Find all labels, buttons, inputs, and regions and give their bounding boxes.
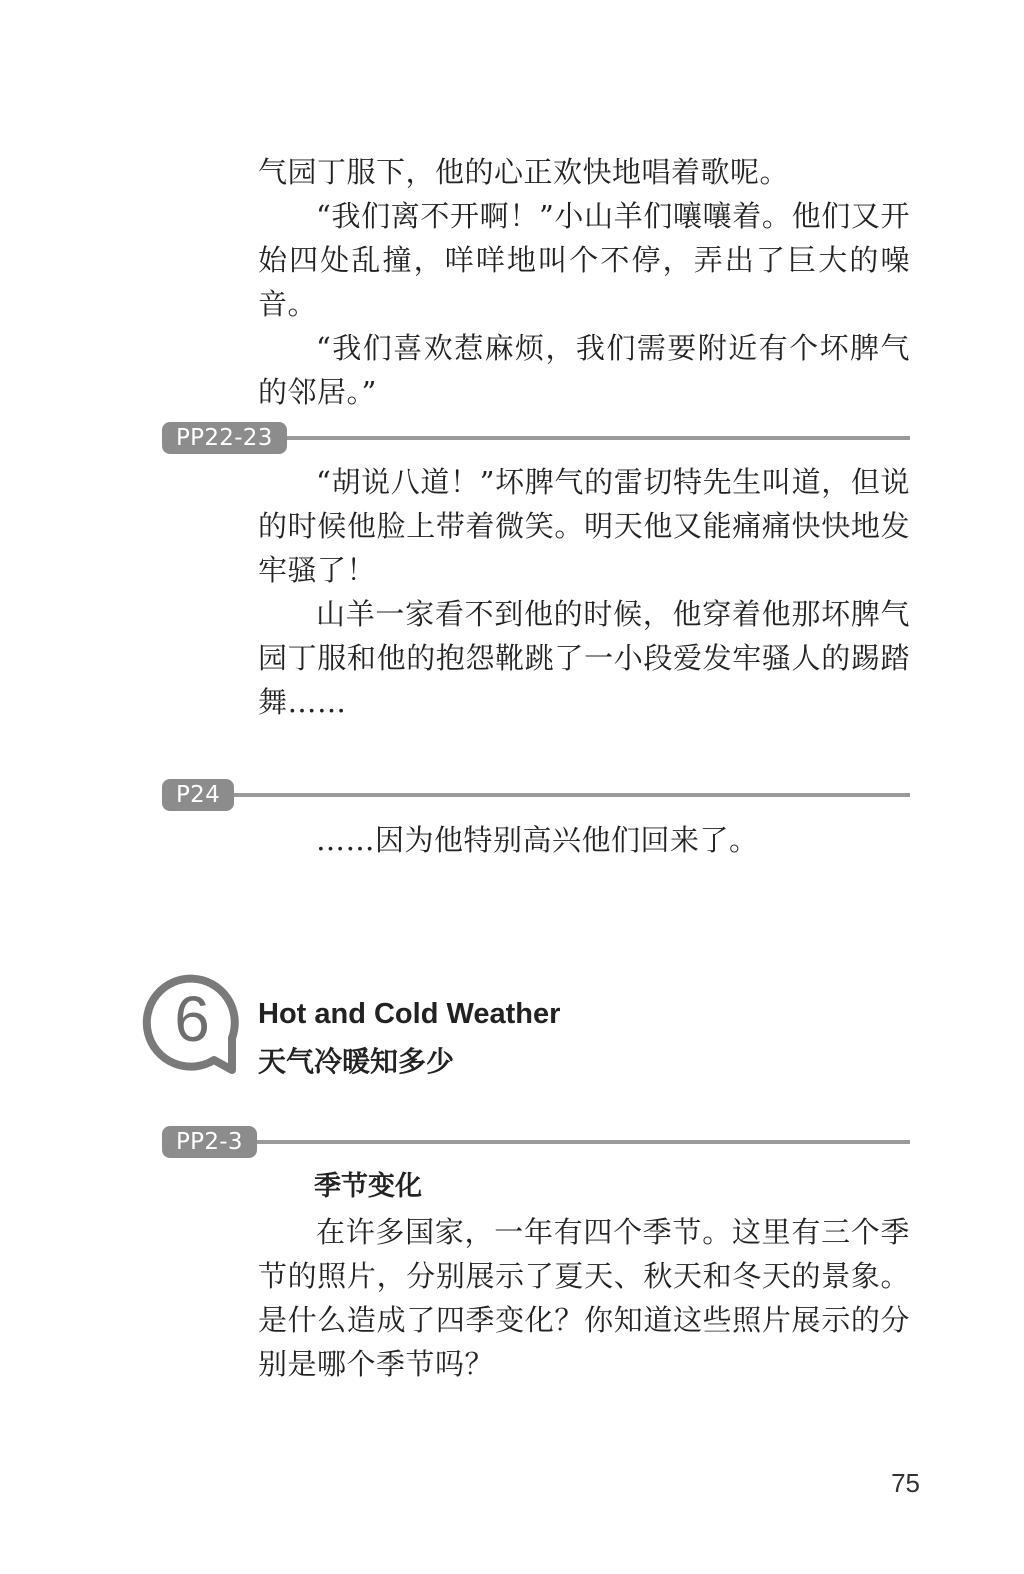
pp22-23-text-block xyxy=(258,460,910,724)
p24-text-block xyxy=(258,818,910,862)
paragraph: ……因为他特别高兴他们回来了。 xyxy=(316,823,759,857)
paragraph: “我们喜欢惹麻烦，我们需要附近有个坏脾气的邻居。” xyxy=(258,331,910,409)
paragraph: “胡说八道！”坏脾气的雷切特先生叫道，但说的时候他脸上带着微笑。明天他又能痛痛快快地发牢骚了！ xyxy=(258,465,910,587)
divider-line xyxy=(162,1140,910,1144)
paragraph: 气园丁服下，他的心正欢快地唱着歌呢。 xyxy=(258,155,790,189)
speech-bubble-circle-icon xyxy=(140,968,244,1076)
page-marker-label: PP2-3 xyxy=(162,1126,257,1158)
paragraph: 在许多国家，一年有四个季节。这里有三个季节的照片，分别展示了夏天、秋天和冬天的景象。是什么造成了四季变化？你知道这些照片展示的分别是哪个季节吗？ xyxy=(258,1215,910,1381)
page-marker-label: P24 xyxy=(162,779,234,811)
chapter-title-english: Hot and Cold Weather xyxy=(258,998,561,1030)
page-marker-pp2-3 xyxy=(162,1126,910,1158)
chapter-number: 6 xyxy=(174,983,210,1055)
page-marker-pp22-23 xyxy=(162,422,910,454)
page-number: 75 xyxy=(891,1468,920,1498)
paragraph: 山羊一家看不到他的时候，他穿着他那坏脾气园丁服和他的抱怨靴跳了一小段爱发牢骚人的踢踏舞…… xyxy=(258,597,910,719)
page-marker-label: PP22-23 xyxy=(162,422,287,454)
chapter-title-chinese: 天气冷暖知多少 xyxy=(258,1045,455,1078)
paragraph: “我们离不开啊！”小山羊们嚷嚷着。他们又开始四处乱撞，咩咩地叫个不停，弄出了巨大的噪音。 xyxy=(258,199,910,321)
top-text-block xyxy=(258,150,910,414)
pp2-3-text-block xyxy=(258,1210,910,1386)
page-marker-p24 xyxy=(162,779,910,811)
chapter-number-icon xyxy=(140,968,244,1076)
section-heading: 季节变化 xyxy=(314,1171,422,1202)
divider-line xyxy=(162,793,910,797)
